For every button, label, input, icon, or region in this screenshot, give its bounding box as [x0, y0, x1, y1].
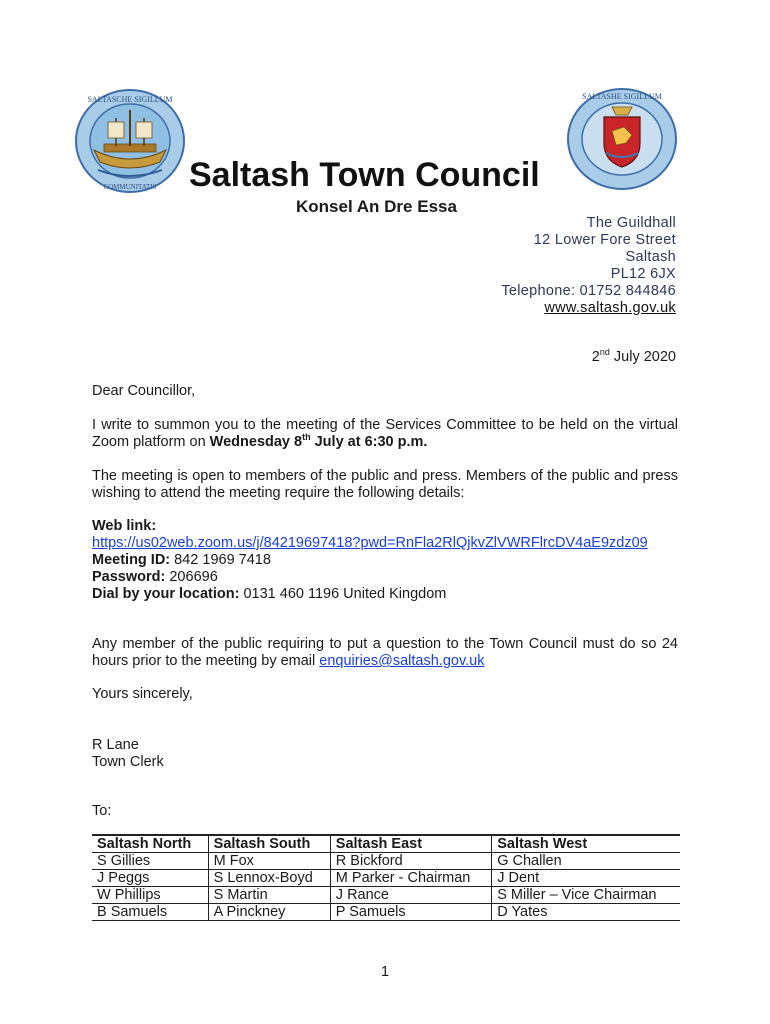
salutation: Dear Councillor, — [92, 383, 196, 399]
table-row — [92, 904, 680, 921]
signer-name: R Lane — [92, 737, 139, 753]
table-cell: G Challen — [492, 853, 680, 870]
svg-text:COMMUNITATIS: COMMUNITATIS — [103, 183, 157, 191]
table-cell: J Dent — [492, 870, 680, 887]
table-cell: S Gillies — [92, 853, 208, 870]
table-cell: M Parker - Chairman — [330, 870, 491, 887]
to-label: To: — [92, 803, 112, 819]
table-row — [92, 853, 680, 870]
table-row — [92, 887, 680, 904]
councillors-table — [92, 834, 680, 921]
table-cell: S Miller – Vice Chairman — [492, 887, 680, 904]
svg-text:SALTASCHE SIGILLUM: SALTASCHE SIGILLUM — [87, 95, 173, 104]
table-cell: B Samuels — [92, 904, 208, 921]
table-cell: M Fox — [208, 853, 330, 870]
table-cell: P Samuels — [330, 904, 491, 921]
dial-number: 0131 460 1196 United Kingdom — [239, 586, 447, 602]
table-row — [92, 870, 680, 887]
column-header: Saltash South — [208, 835, 330, 853]
left-seal-icon — [74, 88, 186, 194]
table-cell: J Peggs — [92, 870, 208, 887]
column-header: Saltash North — [92, 835, 208, 853]
svg-text:SALTASHE SIGILLUM: SALTASHE SIGILLUM — [582, 92, 662, 101]
page-title: Saltash Town Council — [189, 156, 540, 194]
signer-title: Town Clerk — [92, 754, 164, 770]
zoom-link[interactable]: https://us02web.zoom.us/j/84219697418?pwd=RnFla2RlQjkvZlVWRFlrcDV4aE9zdz09 — [92, 535, 648, 551]
password-label: Password: — [92, 569, 166, 585]
address-line: 12 Lower Fore Street — [533, 232, 676, 248]
letter-date: 2nd July 2020 — [591, 347, 676, 365]
table-cell: R Bickford — [330, 853, 491, 870]
address-line: PL12 6JX — [610, 266, 676, 282]
telephone: Telephone: 01752 844846 — [501, 283, 676, 299]
dial-label: Dial by your location: — [92, 586, 240, 602]
table-cell: A Pinckney — [208, 904, 330, 921]
page-number: 1 — [380, 964, 390, 980]
table-cell: S Lennox-Boyd — [208, 870, 330, 887]
closing: Yours sincerely, — [92, 686, 193, 702]
table-cell: S Martin — [208, 887, 330, 904]
meeting-id-label: Meeting ID: — [92, 552, 171, 568]
table-cell: D Yates — [492, 904, 680, 921]
table-header-row — [92, 835, 680, 853]
web-link-label: Web link: — [92, 518, 157, 534]
paragraph-questions: Any member of the public requiring to put a question to the Town Council must do so 24 hours prior to the meeting by email enquiries@saltash.gov.uk — [92, 636, 678, 669]
signature-block — [92, 737, 678, 771]
meeting-details — [92, 518, 678, 603]
paragraph-public: The meeting is open to members of the public and press. Members of the public and press wishing to attend the meeting require the following details: — [92, 468, 678, 501]
address-block — [501, 215, 676, 317]
table-cell: W Phillips — [92, 887, 208, 904]
password: 206696 — [165, 569, 218, 585]
right-seal-icon — [566, 87, 679, 191]
paragraph-summons: I write to summon you to the meeting of the Services Committee to be held on the virtual Zoom platform on Wednesday 8th July at 6:30 p.m. — [92, 417, 678, 450]
email-link[interactable]: enquiries@saltash.gov.uk — [319, 653, 485, 669]
table-cell: J Rance — [330, 887, 491, 904]
address-line: Saltash — [625, 249, 676, 265]
website-link[interactable]: www.saltash.gov.uk — [544, 300, 676, 316]
page-subtitle: Konsel An Dre Essa — [296, 197, 457, 216]
meeting-id: 842 1969 7418 — [170, 552, 271, 568]
column-header: Saltash East — [330, 835, 491, 853]
column-header: Saltash West — [492, 835, 680, 853]
address-line: The Guildhall — [586, 215, 676, 231]
